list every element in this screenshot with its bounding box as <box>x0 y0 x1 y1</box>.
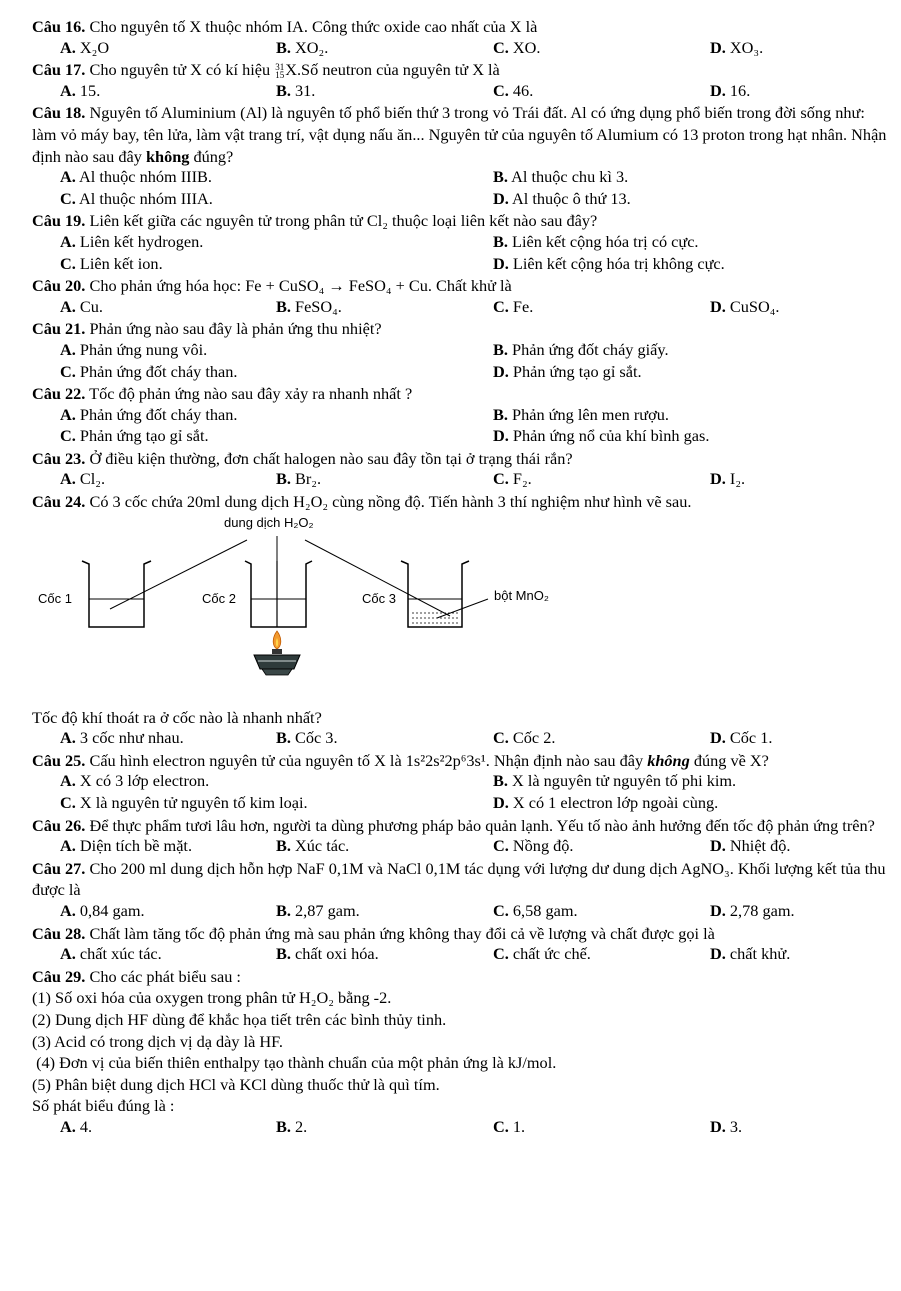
cup1-label: Cốc 1 <box>38 590 72 606</box>
options-row <box>32 38 892 60</box>
option-b[interactable]: B. chất oxi hóa. <box>276 944 379 964</box>
powder-label: bột MnO₂ <box>494 587 549 603</box>
option-c[interactable]: C. 6,58 gam. <box>493 901 578 920</box>
option-b[interactable]: B. Br₂. <box>276 469 322 489</box>
option-a[interactable]: A. X có 3 lớp electron. <box>60 771 210 791</box>
option-a[interactable]: A. 3 cốc như nhau. <box>60 728 184 748</box>
question-22: Câu 22. Tốc độ phản ứng nào sau đây xảy ra nhanh nhất ? <box>32 384 413 404</box>
question-number: Câu 25. <box>32 750 86 770</box>
statement-5: (5) Phân biệt dung dịch HCl và KCl dùng thuốc thử là quì tím. <box>32 1074 440 1094</box>
option-b[interactable]: B. 2,87 gam. <box>276 901 360 920</box>
question-number: Câu 17. <box>32 60 86 80</box>
options-row <box>32 362 892 384</box>
options-row <box>32 901 892 923</box>
option-c[interactable]: C. F₂. <box>493 469 532 489</box>
option-d[interactable]: D. I₂. <box>710 469 746 489</box>
options-row <box>32 189 892 211</box>
question-20: Câu 20. Cho phản ứng hóa học: Fe + CuSO₄ → FeSO₄ + Cu. Chất khử là <box>32 276 512 296</box>
options-row <box>32 254 892 276</box>
option-d[interactable]: D. chất khử. <box>710 944 791 964</box>
question-number: Câu 20. <box>32 276 86 296</box>
question-number: Câu 16. <box>32 17 86 36</box>
option-b[interactable]: B. Cốc 3. <box>276 728 338 748</box>
option-b[interactable]: B. Phản ứng đốt cháy giấy. <box>493 339 669 359</box>
question-24-prompt: Tốc độ khí thoát ra ở cốc nào là nhanh nhất? <box>32 707 322 727</box>
beaker-2 <box>245 561 312 627</box>
question-number: Câu 26. <box>32 815 86 835</box>
options-row <box>32 836 892 858</box>
question-19: Câu 19. Liên kết giữa các nguyên tử trong phân tử Cl₂ thuộc loại liên kết nào sau đây? <box>32 211 598 231</box>
option-d[interactable]: D. Al thuộc ô thứ 13. <box>493 188 631 208</box>
option-a[interactable]: A. 15. <box>60 80 101 100</box>
option-a[interactable]: A. Phản ứng đốt cháy than. <box>60 404 238 424</box>
options-row <box>32 167 892 189</box>
burner-icon <box>254 631 300 675</box>
question-number: Câu 28. <box>32 923 86 943</box>
question-17: Câu 17. Cho nguyên tử X có kí hiệu 31 15 X.Số neutron của nguyên tử X là <box>32 60 500 81</box>
options-row <box>32 426 892 448</box>
question-26: Câu 26. Để thực phẩm tươi lâu hơn, người ta dùng phương pháp bảo quản lạnh. Yếu tố nào ảnh hưởng đến tốc độ phản ứng trên? <box>32 815 875 835</box>
option-c[interactable]: C. Phản ứng đốt cháy than. <box>60 361 238 381</box>
options-row <box>32 1117 892 1139</box>
option-d[interactable]: D. Cốc 1. <box>710 728 773 748</box>
solution-label: dung dịch H₂O₂ <box>224 514 314 530</box>
options-row <box>32 469 892 491</box>
option-a[interactable]: A. X₂O <box>60 37 110 57</box>
option-b[interactable]: B. 31. <box>276 80 316 100</box>
exam-page <box>32 16 892 1139</box>
question-29: Câu 29. Cho các phát biểu sau : <box>32 966 241 986</box>
option-b[interactable]: B. Liên kết cộng hóa trị có cực. <box>493 231 699 251</box>
question-number: Câu 18. <box>32 103 86 123</box>
options-row <box>32 340 892 362</box>
option-c[interactable]: C. Nồng độ. <box>493 836 574 856</box>
option-c[interactable]: C. 46. <box>493 80 534 100</box>
option-a[interactable]: A. 4. <box>60 1116 93 1136</box>
option-b[interactable]: B. Xúc tác. <box>276 836 350 856</box>
option-d[interactable]: D. 2,78 gam. <box>710 901 795 920</box>
question-18: Câu 18. Nguyên tố Aluminium (Al) là nguyên tố phổ biến thứ 3 trong vỏ Trái đất. Al có ứng dụng phổ biến trong đời sống như: làm vỏ máy bay, tên lửa, làm vật trang trí, vật dụng nấu ăn... Nguyên tử của nguyên tố Alumium có 13 proton trong hạt nhân. Nhận định nào sau đây không đúng? <box>32 103 887 166</box>
option-a[interactable]: A. Cl₂. <box>60 469 106 489</box>
question-number: Câu 19. <box>32 211 86 231</box>
isotope-symbol: 31 15 <box>275 62 285 81</box>
option-c[interactable]: C. Cốc 2. <box>493 728 556 748</box>
statement-1: (1) Số oxi hóa của oxygen trong phân tử H₂O₂ bằng -2. <box>32 988 392 1008</box>
question-16 <box>32 16 892 38</box>
options-row <box>32 944 892 966</box>
question-25: Câu 25. Cấu hình electron nguyên tử của nguyên tố X là 1s²2s²2p⁶3s¹. Nhận định nào sau đây không đúng về X? <box>32 750 769 770</box>
option-a[interactable]: A. Diện tích bề mặt. <box>60 836 193 856</box>
option-c[interactable]: C. Phản ứng tạo gỉ sắt. <box>60 426 209 446</box>
options-row <box>32 728 892 750</box>
option-c[interactable]: C. Liên kết ion. <box>60 253 163 273</box>
option-c[interactable]: C. chất ức chế. <box>493 944 591 964</box>
option-d[interactable]: D. 3. <box>710 1116 743 1136</box>
option-a[interactable]: A. Liên kết hydrogen. <box>60 231 204 251</box>
experiment-figure <box>32 513 892 707</box>
option-c[interactable]: C. XO. <box>493 37 541 57</box>
option-a[interactable]: A. Phản ứng nung vôi. <box>60 339 208 359</box>
statement-2: (2) Dung dịch HF dùng để khắc họa tiết trên các bình thủy tinh. <box>32 1009 447 1029</box>
option-d[interactable]: D. X có 1 electron lớp ngoài cùng. <box>493 793 719 813</box>
option-a[interactable]: A. Cu. <box>60 296 103 316</box>
option-b[interactable]: B. X là nguyên tử nguyên tố phi kim. <box>493 771 737 791</box>
option-b[interactable]: B. Phản ứng lên men rượu. <box>493 404 669 424</box>
option-b[interactable]: B. Al thuộc chu kì 3. <box>493 167 629 187</box>
option-b[interactable]: B. FeSO₄. <box>276 296 342 316</box>
beaker-3 <box>401 561 469 627</box>
question-number: Câu 21. <box>32 319 86 339</box>
option-d[interactable]: D. 16. <box>710 80 751 100</box>
question-number: Câu 27. <box>32 858 86 878</box>
question-number: Câu 29. <box>32 966 86 986</box>
cup2-label: Cốc 2 <box>202 590 236 606</box>
question-number: Câu 24. <box>32 492 86 512</box>
option-d[interactable]: D. Phản ứng tạo gỉ sắt. <box>493 361 642 381</box>
option-a[interactable]: A. 0,84 gam. <box>60 901 145 920</box>
option-c[interactable]: C. Al thuộc nhóm IIIA. <box>60 188 213 208</box>
question-number: Câu 22. <box>32 384 86 404</box>
option-c[interactable]: C. X là nguyên tử nguyên tố kim loại. <box>60 793 308 813</box>
question-text: Cho nguyên tố X thuộc nhóm IA. Công thức oxide cao nhất của X là <box>89 17 538 36</box>
statement-prompt: Số phát biểu đúng là : <box>32 1096 175 1116</box>
question-21: Câu 21. Phản ứng nào sau đây là phản ứng thu nhiệt? <box>32 319 382 339</box>
option-d[interactable]: D. Phản ứng nổ của khí bình gas. <box>493 426 710 446</box>
option-d[interactable]: D. XO₃. <box>710 37 764 57</box>
question-number: Câu 23. <box>32 448 86 468</box>
option-b[interactable]: B. 2. <box>276 1116 308 1136</box>
options-row <box>32 81 892 103</box>
statement-3: (3) Acid có trong dịch vị dạ dày là HF. <box>32 1031 283 1051</box>
question-27: Câu 27. Cho 200 ml dung dịch hỗn hợp NaF 0,1M và NaCl 0,1M tác dụng với lượng dư dung dịch AgNO₃. Khối lượng kết tủa thu được là <box>32 858 886 900</box>
option-a[interactable]: A. Al thuộc nhóm IIIB. <box>60 167 212 187</box>
options-row <box>32 793 892 815</box>
question-24: Câu 24. Có 3 cốc chứa 20ml dung dịch H₂O₂ cùng nồng độ. Tiến hành 3 thí nghiệm như hình vẽ sau. <box>32 492 692 512</box>
question-23: Câu 23. Ở điều kiện thường, đơn chất halogen nào sau đây tồn tại ở trạng thái rắn? <box>32 448 573 468</box>
option-d[interactable]: D. CuSO₄. <box>710 296 780 316</box>
option-b[interactable]: B. XO₂. <box>276 37 329 57</box>
option-d[interactable]: D. Nhiệt độ. <box>710 836 791 856</box>
options-row <box>32 405 892 427</box>
beakers-diagram <box>32 513 632 707</box>
statement-4: (4) Đơn vị của biến thiên enthalpy tạo thành chuẩn của một phản ứng là kJ/mol. <box>32 1053 557 1073</box>
option-c[interactable]: C. 1. <box>493 1116 526 1136</box>
options-row <box>32 771 892 793</box>
options-row <box>32 232 892 254</box>
question-28: Câu 28. Chất làm tăng tốc độ phản ứng mà sau phản ứng không thay đổi cả về lượng và chất được gọi là <box>32 923 715 943</box>
option-c[interactable]: C. Fe. <box>493 296 534 316</box>
option-d[interactable]: D. Liên kết cộng hóa trị không cực. <box>493 253 725 273</box>
cup3-label: Cốc 3 <box>362 590 396 606</box>
options-row <box>32 297 892 319</box>
option-a[interactable]: A. chất xúc tác. <box>60 944 162 964</box>
